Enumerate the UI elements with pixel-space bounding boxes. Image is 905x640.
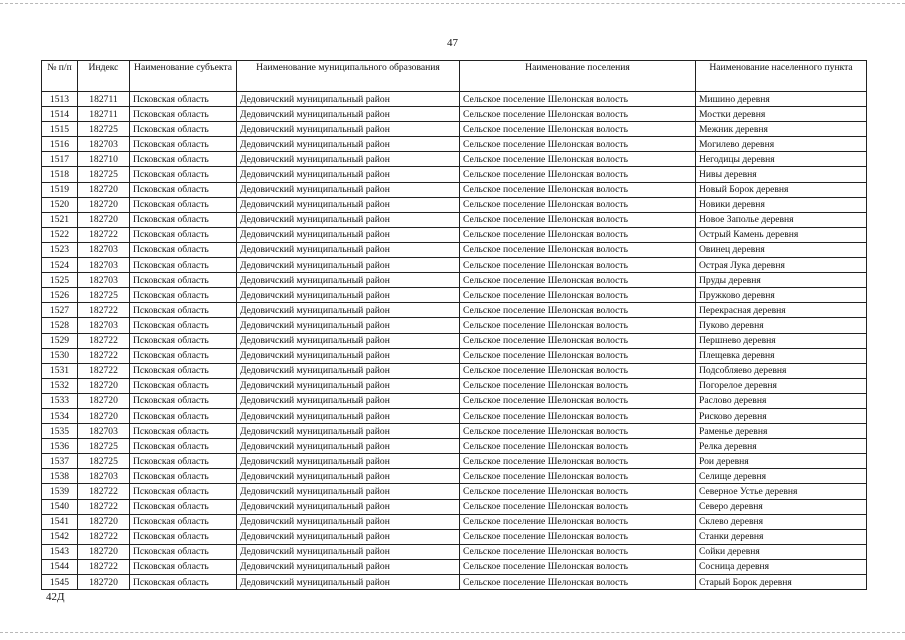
cell-index: 182703 [78,273,130,288]
table-row [42,514,867,529]
cell-num: 1532 [42,378,78,393]
cell-subject: Псковская область [130,333,237,348]
cell-settlement: Сельское поселение Шелонская волость [460,107,696,122]
cell-num: 1527 [42,303,78,318]
table-row [42,333,867,348]
cell-locality: Нивы деревня [696,167,867,182]
cell-municipality: Дедовичский муниципальный район [237,212,460,227]
cell-locality: Мостки деревня [696,107,867,122]
cell-num: 1522 [42,227,78,242]
cell-subject: Псковская область [130,424,237,439]
cell-municipality: Дедовичский муниципальный район [237,182,460,197]
cell-settlement: Сельское поселение Шелонская волость [460,318,696,333]
cell-municipality: Дедовичский муниципальный район [237,559,460,574]
cell-index: 182720 [78,212,130,227]
cell-locality: Северное Устье деревня [696,484,867,499]
cell-municipality: Дедовичский муниципальный район [237,137,460,152]
cell-num: 1542 [42,529,78,544]
table-row [42,544,867,559]
cell-num: 1544 [42,559,78,574]
cell-locality: Негодицы деревня [696,152,867,167]
cell-settlement: Сельское поселение Шелонская волость [460,92,696,107]
cell-num: 1519 [42,182,78,197]
cell-index: 182725 [78,122,130,137]
cell-subject: Псковская область [130,242,237,257]
cell-subject: Псковская область [130,363,237,378]
cell-locality: Плещевка деревня [696,348,867,363]
cell-municipality: Дедовичский муниципальный район [237,348,460,363]
cell-num: 1535 [42,424,78,439]
cell-subject: Псковская область [130,393,237,408]
cell-locality: Межник деревня [696,122,867,137]
cell-num: 1545 [42,575,78,590]
cell-subject: Псковская область [130,182,237,197]
cell-num: 1520 [42,197,78,212]
cell-num: 1543 [42,544,78,559]
cell-settlement: Сельское поселение Шелонская волость [460,152,696,167]
cell-locality: Подсобляево деревня [696,363,867,378]
cell-num: 1516 [42,137,78,152]
cell-index: 182711 [78,92,130,107]
table-row [42,378,867,393]
cell-settlement: Сельское поселение Шелонская волость [460,227,696,242]
cell-settlement: Сельское поселение Шелонская волость [460,484,696,499]
table-row [42,303,867,318]
cell-index: 182703 [78,469,130,484]
cell-locality: Новики деревня [696,197,867,212]
scan-edge-bottom [0,632,905,633]
cell-index: 182720 [78,378,130,393]
cell-subject: Псковская область [130,318,237,333]
cell-settlement: Сельское поселение Шелонская волость [460,122,696,137]
cell-subject: Псковская область [130,575,237,590]
cell-index: 182722 [78,559,130,574]
cell-num: 1523 [42,242,78,257]
cell-index: 182722 [78,303,130,318]
cell-num: 1517 [42,152,78,167]
cell-subject: Псковская область [130,559,237,574]
cell-locality: Першнево деревня [696,333,867,348]
cell-locality: Рои деревня [696,454,867,469]
cell-settlement: Сельское поселение Шелонская волость [460,333,696,348]
page-number: 47 [447,37,458,49]
cell-index: 182703 [78,137,130,152]
cell-num: 1540 [42,499,78,514]
cell-num: 1514 [42,107,78,122]
cell-subject: Псковская область [130,408,237,423]
table-row [42,182,867,197]
cell-locality: Могилево деревня [696,137,867,152]
cell-locality: Пруды деревня [696,273,867,288]
cell-settlement: Сельское поселение Шелонская волость [460,137,696,152]
cell-num: 1529 [42,333,78,348]
cell-settlement: Сельское поселение Шелонская волость [460,575,696,590]
cell-num: 1530 [42,348,78,363]
table-row [42,424,867,439]
cell-subject: Псковская область [130,378,237,393]
cell-settlement: Сельское поселение Шелонская волость [460,454,696,469]
cell-subject: Псковская область [130,499,237,514]
cell-municipality: Дедовичский муниципальный район [237,439,460,454]
header-subject: Наименование субъекта [130,61,237,92]
cell-locality: Раменье деревня [696,424,867,439]
cell-settlement: Сельское поселение Шелонская волость [460,529,696,544]
table-row [42,484,867,499]
table-row [42,408,867,423]
cell-municipality: Дедовичский муниципальный район [237,197,460,212]
cell-subject: Псковская область [130,303,237,318]
cell-municipality: Дедовичский муниципальный район [237,122,460,137]
cell-num: 1513 [42,92,78,107]
cell-locality: Станки деревня [696,529,867,544]
cell-locality: Новое Заполье деревня [696,212,867,227]
table-row [42,363,867,378]
cell-subject: Псковская область [130,167,237,182]
cell-municipality: Дедовичский муниципальный район [237,575,460,590]
cell-settlement: Сельское поселение Шелонская волость [460,258,696,273]
cell-locality: Селище деревня [696,469,867,484]
cell-index: 182722 [78,484,130,499]
table-row [42,469,867,484]
cell-municipality: Дедовичский муниципальный район [237,333,460,348]
cell-municipality: Дедовичский муниципальный район [237,424,460,439]
cell-locality: Острый Камень деревня [696,227,867,242]
cell-municipality: Дедовичский муниципальный район [237,514,460,529]
table-header-row [42,61,867,92]
table-row [42,529,867,544]
cell-num: 1538 [42,469,78,484]
cell-subject: Псковская область [130,544,237,559]
header-index: Индекс [78,61,130,92]
cell-num: 1518 [42,167,78,182]
cell-index: 182722 [78,333,130,348]
table-row [42,122,867,137]
cell-settlement: Сельское поселение Шелонская волость [460,378,696,393]
cell-index: 182710 [78,152,130,167]
table-row [42,454,867,469]
cell-municipality: Дедовичский муниципальный район [237,499,460,514]
table-row [42,227,867,242]
cell-municipality: Дедовичский муниципальный район [237,408,460,423]
cell-settlement: Сельское поселение Шелонская волость [460,408,696,423]
cell-num: 1536 [42,439,78,454]
cell-municipality: Дедовичский муниципальный район [237,544,460,559]
cell-municipality: Дедовичский муниципальный район [237,227,460,242]
cell-municipality: Дедовичский муниципальный район [237,273,460,288]
cell-locality: Склево деревня [696,514,867,529]
cell-num: 1537 [42,454,78,469]
cell-subject: Псковская область [130,529,237,544]
cell-municipality: Дедовичский муниципальный район [237,303,460,318]
table-row [42,152,867,167]
cell-index: 182722 [78,363,130,378]
cell-settlement: Сельское поселение Шелонская волость [460,273,696,288]
cell-municipality: Дедовичский муниципальный район [237,454,460,469]
cell-subject: Псковская область [130,258,237,273]
table-row [42,559,867,574]
cell-subject: Псковская область [130,197,237,212]
cell-locality: Северо деревня [696,499,867,514]
cell-settlement: Сельское поселение Шелонская волость [460,212,696,227]
cell-subject: Псковская область [130,348,237,363]
cell-locality: Релка деревня [696,439,867,454]
cell-locality: Раслово деревня [696,393,867,408]
cell-settlement: Сельское поселение Шелонская волость [460,424,696,439]
table-row [42,167,867,182]
cell-settlement: Сельское поселение Шелонская волость [460,544,696,559]
cell-subject: Псковская область [130,227,237,242]
cell-index: 182703 [78,242,130,257]
cell-index: 182720 [78,544,130,559]
cell-locality: Сойки деревня [696,544,867,559]
cell-subject: Псковская область [130,288,237,303]
cell-index: 182725 [78,167,130,182]
footer-code: 42Д [46,591,65,603]
cell-subject: Псковская область [130,439,237,454]
table-body [42,92,867,590]
cell-index: 182720 [78,197,130,212]
cell-municipality: Дедовичский муниципальный район [237,529,460,544]
localities-table [41,60,867,590]
cell-index: 182725 [78,454,130,469]
cell-subject: Псковская область [130,514,237,529]
cell-index: 182720 [78,182,130,197]
table-row [42,348,867,363]
cell-num: 1515 [42,122,78,137]
cell-locality: Погорелое деревня [696,378,867,393]
cell-municipality: Дедовичский муниципальный район [237,318,460,333]
cell-subject: Псковская область [130,92,237,107]
cell-subject: Псковская область [130,273,237,288]
cell-municipality: Дедовичский муниципальный район [237,167,460,182]
cell-settlement: Сельское поселение Шелонская волость [460,514,696,529]
table-row [42,137,867,152]
cell-locality: Сосница деревня [696,559,867,574]
cell-subject: Псковская область [130,107,237,122]
cell-index: 182725 [78,439,130,454]
cell-municipality: Дедовичский муниципальный район [237,288,460,303]
cell-locality: Овинец деревня [696,242,867,257]
cell-num: 1526 [42,288,78,303]
cell-num: 1521 [42,212,78,227]
table-row [42,107,867,122]
cell-index: 182720 [78,408,130,423]
cell-municipality: Дедовичский муниципальный район [237,258,460,273]
cell-municipality: Дедовичский муниципальный район [237,242,460,257]
cell-subject: Псковская область [130,152,237,167]
cell-municipality: Дедовичский муниципальный район [237,152,460,167]
table-row [42,288,867,303]
cell-settlement: Сельское поселение Шелонская волость [460,439,696,454]
cell-settlement: Сельское поселение Шелонская волость [460,242,696,257]
cell-municipality: Дедовичский муниципальный район [237,378,460,393]
header-municipality: Наименование муниципального образования [237,61,460,92]
cell-index: 182720 [78,514,130,529]
cell-settlement: Сельское поселение Шелонская волость [460,393,696,408]
cell-locality: Острая Лука деревня [696,258,867,273]
table-row [42,499,867,514]
cell-settlement: Сельское поселение Шелонская волость [460,559,696,574]
cell-locality: Новый Борок деревня [696,182,867,197]
cell-municipality: Дедовичский муниципальный район [237,92,460,107]
cell-locality: Мишино деревня [696,92,867,107]
header-settlement: Наименование поселения [460,61,696,92]
cell-subject: Псковская область [130,484,237,499]
cell-subject: Псковская область [130,122,237,137]
cell-settlement: Сельское поселение Шелонская волость [460,182,696,197]
cell-settlement: Сельское поселение Шелонская волость [460,348,696,363]
cell-index: 182722 [78,529,130,544]
table-row [42,393,867,408]
cell-index: 182722 [78,499,130,514]
cell-index: 182720 [78,393,130,408]
cell-num: 1524 [42,258,78,273]
cell-settlement: Сельское поселение Шелонская волость [460,303,696,318]
cell-num: 1539 [42,484,78,499]
table-row [42,439,867,454]
cell-subject: Псковская область [130,212,237,227]
cell-settlement: Сельское поселение Шелонская волость [460,363,696,378]
table-row [42,273,867,288]
cell-municipality: Дедовичский муниципальный район [237,363,460,378]
cell-municipality: Дедовичский муниципальный район [237,469,460,484]
cell-num: 1528 [42,318,78,333]
cell-index: 182711 [78,107,130,122]
cell-index: 182703 [78,424,130,439]
cell-settlement: Сельское поселение Шелонская волость [460,197,696,212]
cell-num: 1541 [42,514,78,529]
cell-index: 182725 [78,288,130,303]
table-row [42,197,867,212]
cell-num: 1533 [42,393,78,408]
scan-edge-top [0,3,905,4]
header-locality: Наименование населенного пункта [696,61,867,92]
cell-index: 182722 [78,227,130,242]
cell-num: 1534 [42,408,78,423]
cell-locality: Рисково деревня [696,408,867,423]
cell-num: 1531 [42,363,78,378]
cell-locality: Пуково деревня [696,318,867,333]
cell-index: 182703 [78,258,130,273]
cell-settlement: Сельское поселение Шелонская волость [460,288,696,303]
table-row [42,318,867,333]
table-row [42,575,867,590]
cell-locality: Перекрасная деревня [696,303,867,318]
cell-subject: Псковская область [130,469,237,484]
cell-settlement: Сельское поселение Шелонская волость [460,167,696,182]
cell-index: 182722 [78,348,130,363]
cell-locality: Старый Борок деревня [696,575,867,590]
cell-settlement: Сельское поселение Шелонская волость [460,469,696,484]
table-row [42,242,867,257]
cell-settlement: Сельское поселение Шелонская волость [460,499,696,514]
table-row [42,258,867,273]
cell-subject: Псковская область [130,454,237,469]
table-row [42,212,867,227]
cell-num: 1525 [42,273,78,288]
cell-index: 182720 [78,575,130,590]
table-row [42,92,867,107]
cell-municipality: Дедовичский муниципальный район [237,393,460,408]
cell-index: 182703 [78,318,130,333]
header-num: № п/п [42,61,78,92]
cell-locality: Пружково деревня [696,288,867,303]
cell-municipality: Дедовичский муниципальный район [237,107,460,122]
cell-municipality: Дедовичский муниципальный район [237,484,460,499]
cell-subject: Псковская область [130,137,237,152]
